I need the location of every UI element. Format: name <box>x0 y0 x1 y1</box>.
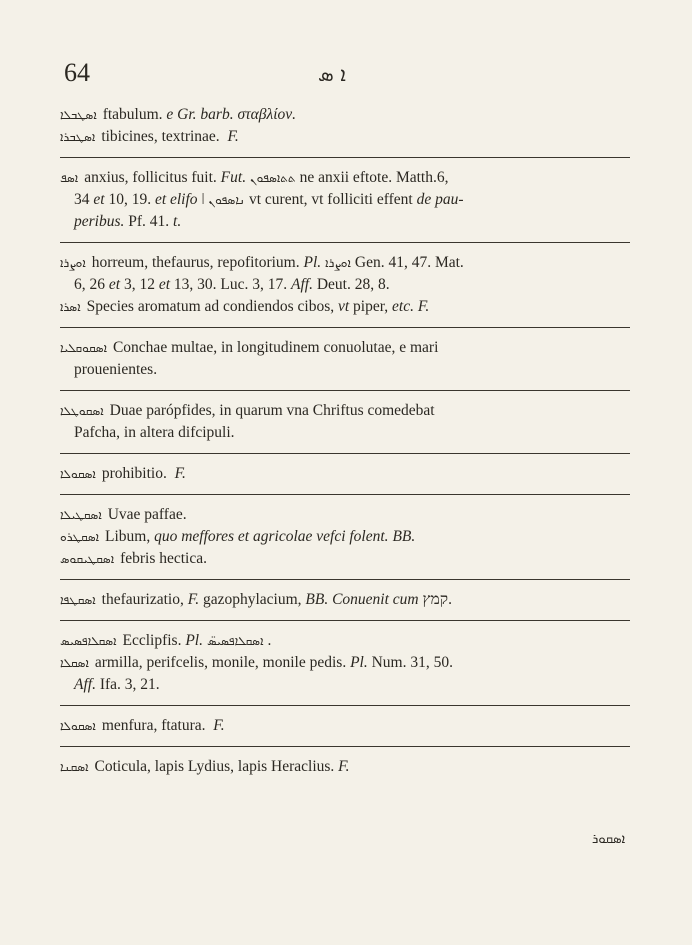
entry-armilla-line2 <box>60 674 630 696</box>
catchword: ܐܣܩܘܪ <box>592 832 626 847</box>
divider <box>60 157 630 158</box>
dictionary-entries <box>60 104 630 778</box>
syriac-lemma: ܐܣܩܘܩܠܝܐ <box>60 341 107 355</box>
abbreviation: etc. <box>392 298 414 315</box>
divider <box>60 453 630 454</box>
definition: ne anxii eftote. Matth.6, <box>299 169 449 186</box>
definition: armilla, perifcelis, monile, monile pedis. <box>94 654 347 671</box>
syriac-form: ܐܘܨܪܐ <box>325 256 351 270</box>
hebrew-cognate: קמץ. <box>422 591 452 608</box>
source-tag: F. <box>187 591 200 608</box>
reference: 10, 19. <box>108 191 152 208</box>
source-tag: F. <box>417 298 430 315</box>
definition: Conchae multae, in longitudinem conuolutae, e mari <box>112 339 439 356</box>
divider <box>60 579 630 580</box>
entry-ecclipsis <box>60 630 630 652</box>
syriac-lemma: ܐܣܩܛܝܠܐ <box>60 508 102 522</box>
definition: anxius, follicitus fuit. <box>84 169 217 186</box>
syriac-lemma: ܐܣܦ <box>60 171 79 185</box>
source-tag: BB. <box>392 528 416 545</box>
definition-italic: quo meffores et agricolae vefci folent. <box>154 528 389 545</box>
entry-conchae <box>60 337 630 359</box>
divider <box>60 494 630 495</box>
punctuation: . <box>267 632 272 649</box>
syriac-lemma: ܐܣܩܘܠܐ <box>60 719 96 733</box>
conjunction: et <box>108 276 121 293</box>
entry-anxius <box>60 167 630 189</box>
syriac-form: ܢܐܣܦܘܢ <box>208 193 245 207</box>
definition: prouenientes. <box>74 361 158 378</box>
definition: Duae parópfides, in quarum vna Chriftus comedebat <box>109 402 435 419</box>
divider <box>60 390 630 391</box>
page-number: 64 <box>64 58 90 87</box>
syriac-lemma: ܐܣܩܛܪܘ <box>60 530 100 544</box>
cognate-note: Conuenit cum <box>332 591 419 608</box>
grammar-tag: Aff. <box>290 276 313 293</box>
definition: piper, <box>353 298 389 315</box>
syriac-lemma: ܐܣܩܠܐܦܣܝܣ <box>60 634 117 648</box>
definition-italic: de pau- <box>416 191 464 208</box>
entry-stabulum <box>60 104 630 126</box>
entry-libum <box>60 526 630 548</box>
syriac-form: ܐܣܩܠܐܦܣܝܣ̈ <box>206 634 264 648</box>
reference: 3, 12 <box>123 276 155 293</box>
divider <box>60 705 630 706</box>
reference: 13, 30. Luc. 3, 17. <box>173 276 288 293</box>
source-tag: t. <box>173 213 182 230</box>
definition: horreum, thefaurus, repofitorium. <box>91 254 300 271</box>
entry-horreum-line2 <box>60 274 630 296</box>
source-tag: BB. <box>305 591 329 608</box>
divider <box>60 327 630 328</box>
entry-paropsides <box>60 400 630 422</box>
running-headword: ܐ ܣ <box>318 62 346 86</box>
grammar-tag: et elifo <box>154 191 198 208</box>
definition: Uvae paffae. <box>107 506 187 523</box>
source-tag: F. <box>174 465 186 482</box>
entry-horreum <box>60 252 630 274</box>
source-tag: F. <box>227 128 239 145</box>
grammar-tag: Aff. <box>74 676 96 693</box>
divider <box>60 242 630 243</box>
definition: Libum, <box>105 528 151 545</box>
syriac-lemma: ܐܣܩܛܦܐ <box>60 593 96 607</box>
syriac-lemma: ܐܣܛܒܠܐ <box>60 108 97 122</box>
grammar-tag: Pl. <box>350 654 368 671</box>
divider <box>60 620 630 621</box>
reference: 6, 26 <box>74 276 105 293</box>
etymology: e Gr. barb. σταβλίον. <box>166 106 297 123</box>
syriac-lemma: ܐܣܩܘܠܐ <box>60 467 96 481</box>
entry-coticula <box>60 756 630 778</box>
reference: Num. 31, 50. <box>371 654 453 671</box>
definition-italic: peribus. <box>74 213 125 230</box>
entry-conchae-line2 <box>60 359 630 381</box>
source-tag: F. <box>213 717 225 734</box>
entry-tibicines <box>60 126 630 148</box>
reference: Pf. 41. <box>128 213 170 230</box>
definition: febris hectica. <box>120 550 207 567</box>
reference: 34 <box>74 191 90 208</box>
entry-armilla <box>60 652 630 674</box>
syriac-lemma: ܐܣܛܒܪܐ <box>60 130 96 144</box>
syriac-lemma: ܐܣܩܢܐ <box>60 760 89 774</box>
syriac-lemma: ܐܣܩܛܝܩܘܣ <box>60 552 115 566</box>
definition: Coticula, lapis Lydius, lapis Heraclius. <box>94 758 335 775</box>
entry-febris <box>60 548 630 570</box>
grammar-tag: Pl. <box>303 254 322 271</box>
entry-species <box>60 296 630 318</box>
syriac-lemma: ܐܣܩܠܐ <box>60 656 89 670</box>
definition: gazophylacium, <box>202 591 302 608</box>
syriac-lemma: ܐܣܪܐ <box>60 300 81 314</box>
conjunction: et <box>158 276 170 293</box>
definition: menfura, ftatura. <box>101 717 206 734</box>
entry-paropsides-line2 <box>60 422 630 444</box>
definition: Species aromatum ad condiendos cibos, <box>86 298 335 315</box>
entry-anxius-line2: 34 et 10, 19. et elifo ǀ ܢܐܣܦܘܢ vt curent, vt folliciti effent de pau- <box>74 191 464 208</box>
entry-prohibitio <box>60 463 630 485</box>
reference: Gen. 41, 47. Mat. <box>354 254 464 271</box>
conjunction: vt <box>337 298 350 315</box>
entry-mensura <box>60 715 630 737</box>
syriac-lemma: ܐܘܨܪܐ <box>60 256 86 270</box>
definition: Pafcha, in altera difcipuli. <box>74 424 235 441</box>
definition: thefaurizatio, <box>101 591 184 608</box>
source-tag: F. <box>338 758 350 775</box>
definition: Ecclipfis. <box>122 632 182 649</box>
grammar-tag: Fut. <box>220 169 247 186</box>
entry-thesaurizatio <box>60 589 630 611</box>
definition: prohibitio. <box>101 465 167 482</box>
reference: Deut. 28, 8. <box>316 276 390 293</box>
definition: vt curent, vt folliciti effent <box>248 191 413 208</box>
grammar-tag: Pl. <box>185 632 203 649</box>
syriac-lemma: ܐܣܩܘܛܠܐ <box>60 404 104 418</box>
conjunction: et <box>93 191 105 208</box>
reference: Ifa. 3, 21. <box>99 676 160 693</box>
definition: ftabulum. <box>102 106 163 123</box>
entry-anxius-line3 <box>60 211 630 233</box>
divider <box>60 746 630 747</box>
definition: tibicines, textrinae. <box>101 128 220 145</box>
entry-uvae <box>60 504 630 526</box>
syriac-form: ܬܬܐܣܦܘܢ <box>250 171 296 185</box>
